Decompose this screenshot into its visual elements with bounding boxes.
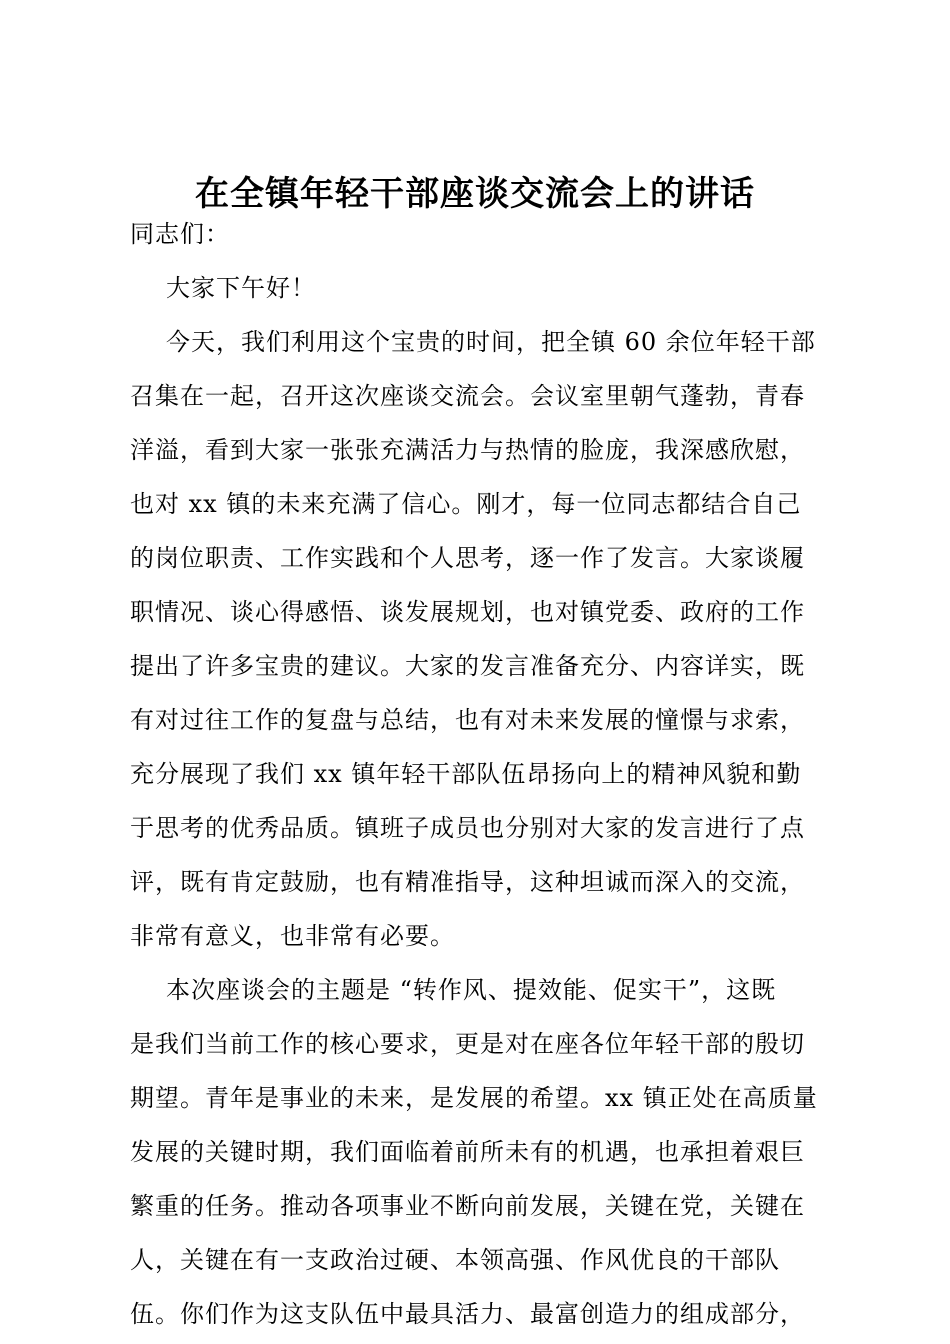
body-line: 于思考的优秀品质。镇班子成员也分别对大家的发言进行了点: [130, 814, 805, 842]
body-line: 繁重的任务。推动各项事业不断向前发展，关键在党，关键在: [130, 1192, 805, 1220]
body-line: 评，既有肯定鼓励，也有精准指导，这种坦诚而深入的交流，: [130, 868, 805, 896]
body-line: 也对 xx 镇的未来充满了信心。刚才，每一位同志都结合自己: [130, 490, 802, 518]
body-line: 有对过往工作的复盘与总结，也有对未来发展的憧憬与求索，: [130, 706, 805, 734]
body-line: 人，关键在有一支政治过硬、本领高强、作风优良的干部队: [130, 1246, 780, 1274]
body-line: 是我们当前工作的核心要求，更是对在座各位年轻干部的殷切: [130, 1030, 805, 1058]
greeting: 大家下午好！: [166, 274, 316, 302]
body-line: 职情况、谈心得感悟、谈发展规划，也对镇党委、政府的工作: [130, 598, 805, 626]
body-line: 期望。青年是事业的未来，是发展的希望。xx 镇正处在高质量: [130, 1084, 818, 1112]
body-line: 今天，我们利用这个宝贵的时间，把全镇 60 余位年轻干部: [166, 328, 816, 356]
body-line: 充分展现了我们 xx 镇年轻干部队伍昂扬向上的精神风貌和勤: [130, 760, 802, 788]
salutation: 同志们：: [130, 220, 230, 248]
body-line: 非常有意义，也非常有必要。: [130, 922, 455, 950]
body-line: 伍。你们作为这支队伍中最具活力、最富创造力的组成部分，: [130, 1300, 805, 1328]
body-line: 的岗位职责、工作实践和个人思考，逐一作了发言。大家谈履: [130, 544, 805, 572]
document-title: 在全镇年轻干部座谈交流会上的讲话: [195, 174, 755, 214]
body-line: 洋溢，看到大家一张张充满活力与热情的脸庞，我深感欣慰，: [130, 436, 805, 464]
body-line: 本次座谈会的主题是 “转作风、提效能、促实干”，这既: [166, 976, 777, 1004]
body-line: 提出了许多宝贵的建议。大家的发言准备充分、内容详实，既: [130, 652, 805, 680]
body-line: 发展的关键时期，我们面临着前所未有的机遇，也承担着艰巨: [130, 1138, 805, 1166]
body-line: 召集在一起，召开这次座谈交流会。会议室里朝气蓬勃，青春: [130, 382, 805, 410]
